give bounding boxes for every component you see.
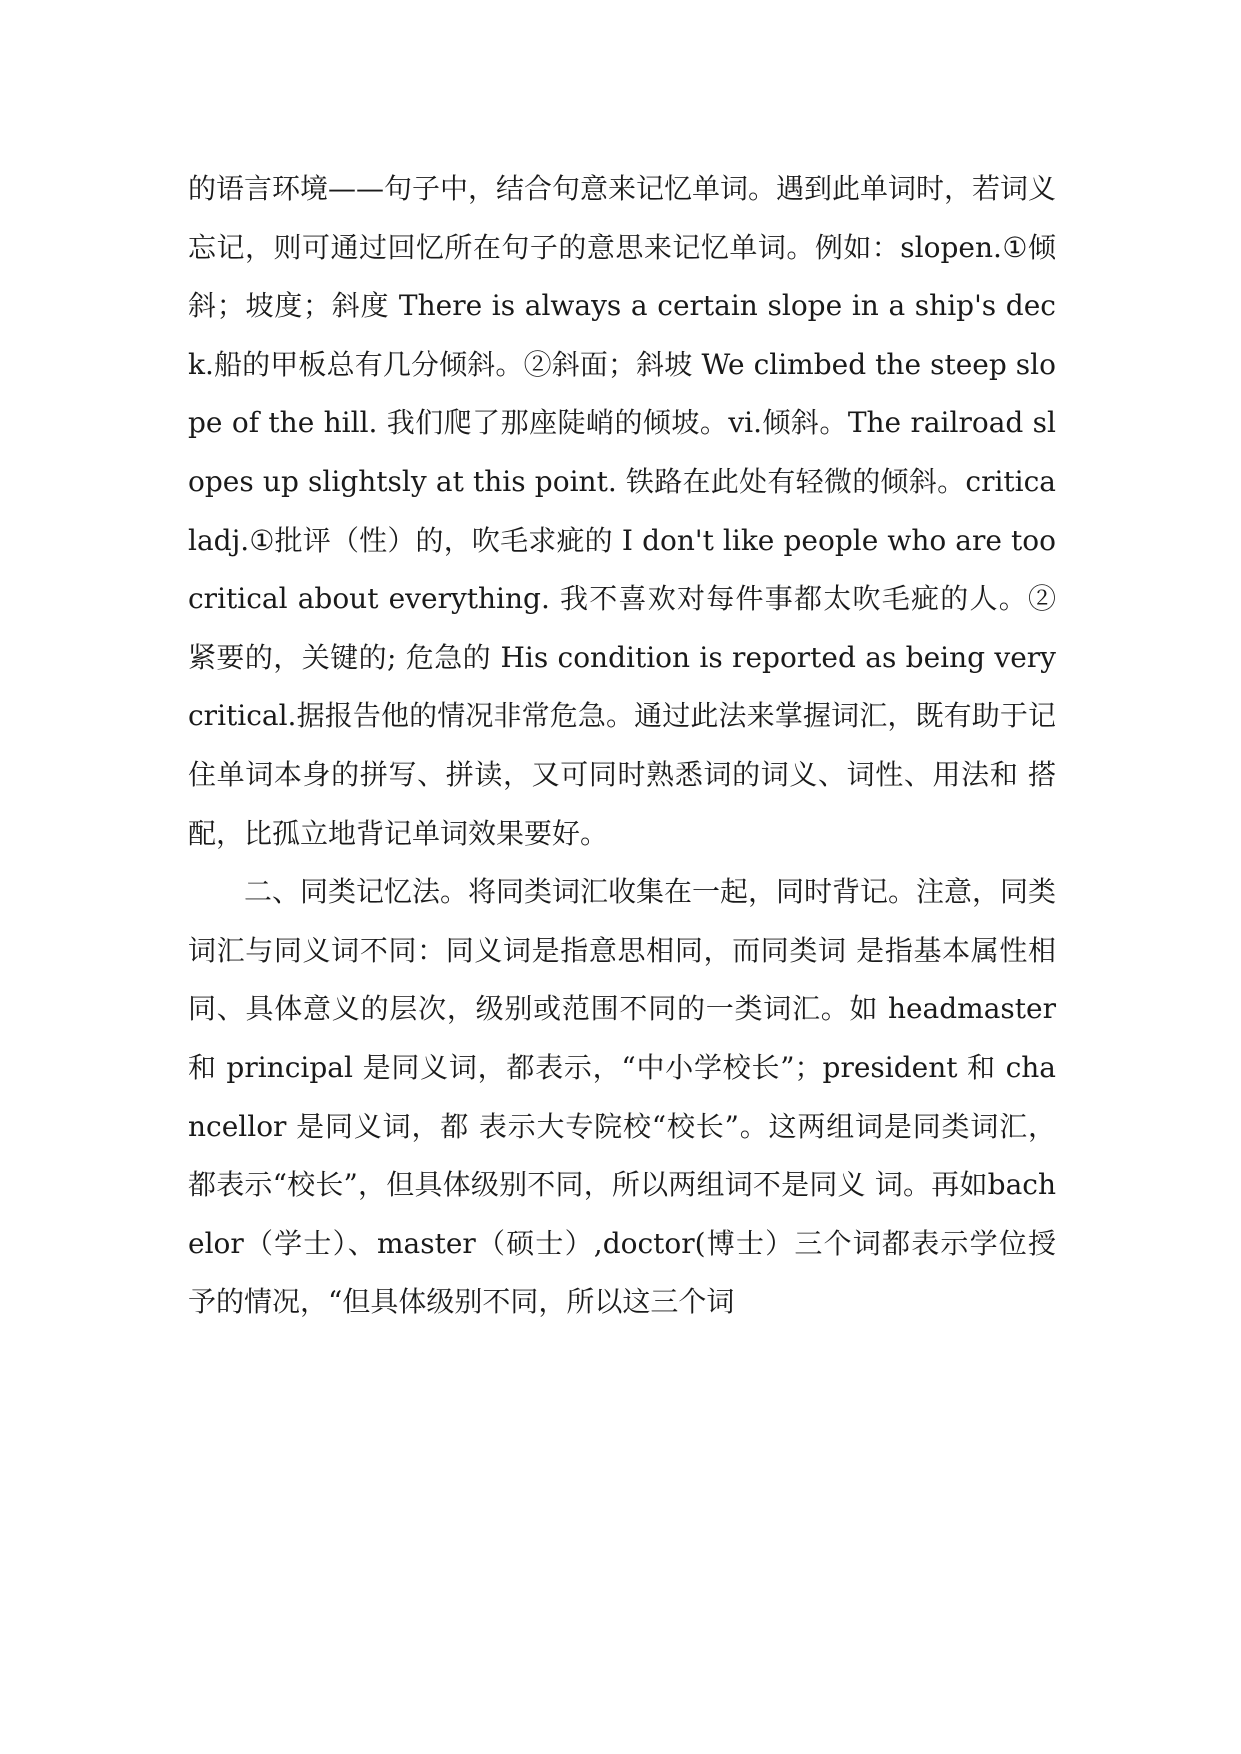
document-page (188, 160, 1056, 1332)
body-paragraph-1: 的语言环境——句子中，结合句意来记忆单词。遇到此单词时，若词义忘记，则可通过回忆所在句子的意思来记忆单词。例如：slopen.①倾斜；坡度；斜度 There is always a certain slope in a ship's deck.船的甲板总有几分倾斜。②斜面；斜坡 We climbed the steep slope of the hill. 我们爬了那座陡峭的倾坡。vi.倾斜。The railroad slopes up slightsly at this point. 铁路在此处有轻微的倾斜。criticaladj.①批评（性）的，吹毛求疵的 I don't like people who are too critical about everything. 我不喜欢对每件事都太吹毛疵的人。②紧要的，关键的; 危急的 His condition is reported as being very critical.据报告他的情况非常危急。通过此法来掌握词汇，既有助于记住单词本身的拼写、拼读，又可同时熟悉词的词义、词性、用法和 搭配，比孤立地背记单词效果要好。 (188, 172, 1057, 850)
body-paragraph-2: 二、同类记忆法。将同类词汇收集在一起，同时背记。注意，同类词汇与同义词不同：同义词是指意思相同，而同类词 是指基本属性相同、具体意义的层次，级别或范围不同的一类词汇。如 headmaster 和 principal 是同义词，都表示，“中小学校长”；president 和 chancellor 是同义词，都 表示大专院校“校长”。这两组词是同类词汇，都表示“校长”，但具体级别不同，所以两组词不是同义 词。再如bachelor（学士）、master（硕士）,doctor(博士）三个词都表示学位授予的情况，“但具体级别不同，所以这三个词 (188, 875, 1057, 1319)
